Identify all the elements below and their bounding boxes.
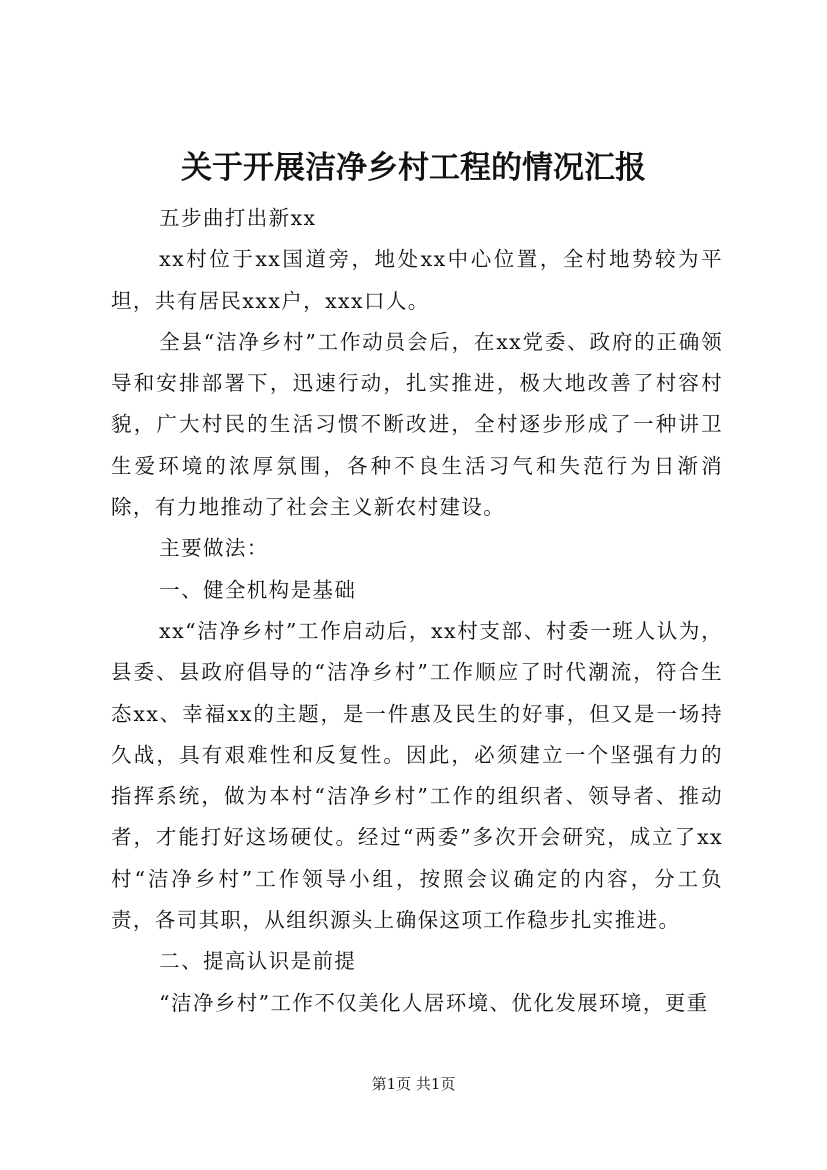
paragraph-main-methods: 主要做法：: [159, 536, 269, 561]
section-heading-2: 二、提高认识是前提: [159, 949, 357, 974]
paragraph-intro: xx村位于xx国道旁，地处xx中心位置，全村地势较为平坦，共有居民xxx户，xxx口人。: [111, 247, 723, 313]
page-footer: 第1页 共1页: [371, 1075, 456, 1093]
paragraph-section-1: xx“洁净乡村”工作启动后，xx村支部、村委一班人认为，县委、县政府倡导的“洁净乡村”工作顺应了时代潮流，符合生态xx、幸福xx的主题，是一件惠及民生的好事，但又是一场持久战，具有艰难性和反复性。因此，必须建立一个坚强有力的指挥系统，做为本村“洁净乡村”工作的组织者、领导者、推动者，才能打好这场硬仗。经过“两委”多次开会研究，成立了xx村“洁净乡村”工作领导小组，按照会议确定的内容，分工负责，各司其职，从组织源头上确保这项工作稳步扎实推进。: [111, 618, 723, 933]
document-title: 关于开展洁净乡村工程的情况汇报: [181, 150, 646, 186]
paragraph-subtitle: 五步曲打出新xx: [159, 206, 317, 230]
section-heading-1: 一、健全机构是基础: [159, 577, 357, 602]
paragraph-overview: 全县“洁净乡村”工作动员会后，在xx党委、政府的正确领导和安排部署下，迅速行动，扎实推进，极大地改善了村容村貌，广大村民的生活习惯不断改进，全村逐步形成了一种讲卫生爱环境的浓厚氛围，各种不良生活习气和失范行为日渐消除，有力地推动了社会主义新农村建设。: [111, 329, 723, 520]
paragraph-section-2: “洁净乡村”工作不仅美化人居环境、优化发展环境，更重: [159, 990, 709, 1015]
document-body: [111, 198, 723, 1024]
